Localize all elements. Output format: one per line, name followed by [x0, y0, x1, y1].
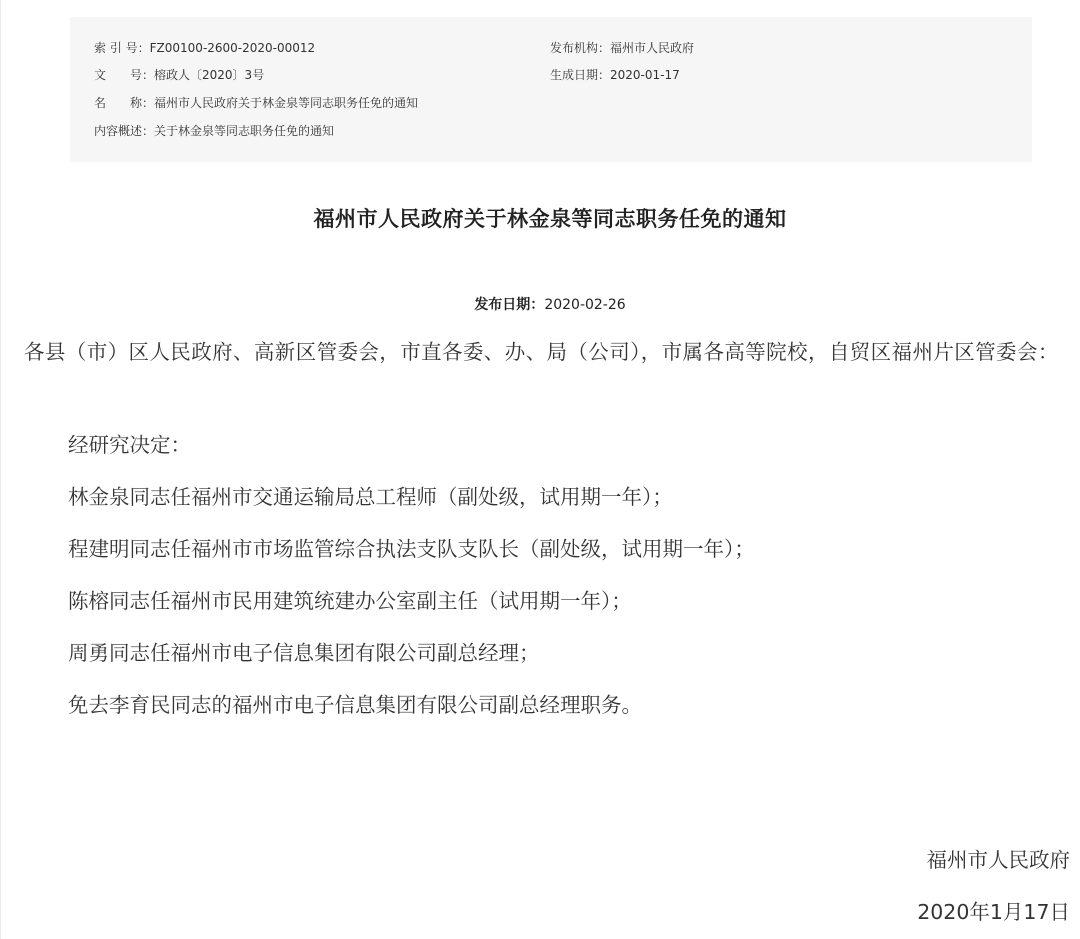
meta-document-number: 文 号：榕政人〔2020〕3号 [94, 68, 265, 82]
publish-date [0, 294, 1080, 314]
body-paragraph: 周勇同志任福州市电子信息集团有限公司副总经理； [68, 641, 540, 665]
publish-date-label: 发布日期： [474, 297, 545, 313]
salutation-paragraph: 各县（市）区人民政府、高新区管委会，市直各委、办、局（公司），市属各高等院校，自贸区福州片区管委会： [24, 340, 1059, 364]
body-paragraph: 陈榕同志任福州市民用建筑统建办公室副主任（试用期一年）； [68, 589, 632, 613]
body-paragraph: 经研究决定： [68, 433, 191, 457]
meta-summary: 内容概述：关于林金泉等同志职务任免的通知 [94, 124, 335, 138]
meta-index-number: 索 引 号：FZ00100-2600-2020-00012 [94, 41, 316, 55]
meta-name: 名 称：福州市人民政府关于林金泉等同志职务任免的通知 [94, 96, 419, 110]
meta-created-date: 生成日期：2020-01-17 [550, 68, 680, 82]
signature-date: 2020年1月17日 [917, 900, 1070, 924]
signature-organization: 福州市人民政府 [926, 848, 1070, 872]
body-paragraph: 免去李育民同志的福州市电子信息集团有限公司副总经理职务。 [68, 693, 642, 717]
body-paragraph: 林金泉同志任福州市交通运输局总工程师（副处级，试用期一年）； [68, 485, 673, 509]
document-title: 福州市人民政府关于林金泉等同志职务任免的通知 [313, 207, 787, 231]
page-left-border [0, 0, 1, 939]
body-paragraph: 程建明同志任福州市市场监管综合执法支队支队长（副处级，试用期一年）； [68, 537, 755, 561]
meta-publisher: 发布机构：福州市人民政府 [550, 41, 695, 55]
document-metadata-panel [70, 17, 1032, 162]
publish-date-value: 2020-02-26 [544, 297, 626, 313]
